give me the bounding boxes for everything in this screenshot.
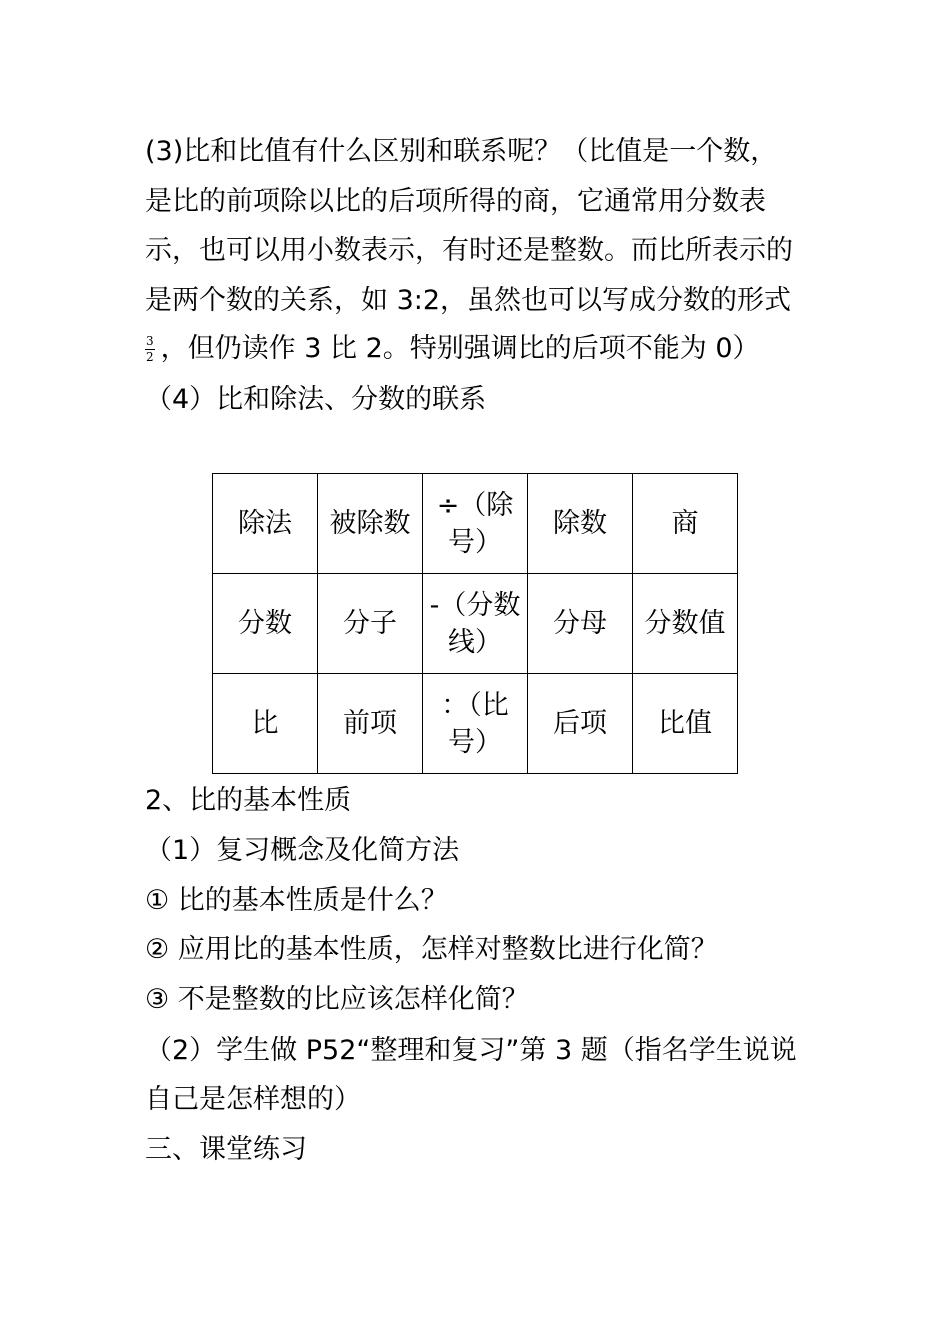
section-heading: 三、课堂练习 xyxy=(145,1134,307,1165)
table-cell: 除数 xyxy=(528,474,633,574)
table-cell: ÷（除号） xyxy=(423,474,528,574)
paragraph-line: （2）学生做 P52“整理和复习”第 3 题（指名学生说说 xyxy=(145,1035,797,1066)
fraction-denominator: 2 xyxy=(146,350,154,364)
paragraph-line: 自己是怎样想的） xyxy=(145,1084,361,1115)
subsection-heading: （1）复习概念及化简方法 xyxy=(145,835,460,866)
table-row xyxy=(213,574,738,674)
paragraph-line: 是比的前项除以比的后项所得的商，它通常用分数表 xyxy=(145,186,766,217)
paragraph-line-with-fraction xyxy=(145,329,760,369)
table-row xyxy=(213,474,738,574)
paragraph-line: 示，也可以用小数表示，有时还是整数。而比所表示的 xyxy=(145,235,793,266)
table-cell: 被除数 xyxy=(318,474,423,574)
section-heading: 2、比的基本性质 xyxy=(145,785,352,816)
table-cell: 后项 xyxy=(528,674,633,774)
table-cell: -（分数线） xyxy=(423,574,528,674)
question-item: ① 比的基本性质是什么？ xyxy=(145,885,448,916)
table-cell: 分数 xyxy=(213,574,318,674)
paragraph-line: 是两个数的关系，如 3:2，虽然也可以写成分数的形式 xyxy=(145,285,792,316)
table-cell: 比 xyxy=(213,674,318,774)
fraction xyxy=(145,334,155,365)
fraction-numerator: 3 xyxy=(146,334,154,348)
table-cell: 分子 xyxy=(318,574,423,674)
table-cell: ：（比号） xyxy=(423,674,528,774)
table-cell: 前项 xyxy=(318,674,423,774)
table-cell: 商 xyxy=(633,474,738,574)
question-item: ③ 不是整数的比应该怎样化简？ xyxy=(145,984,529,1015)
paragraph-text: ，但仍读作 3 比 2。特别强调比的后项不能为 0） xyxy=(160,333,760,364)
relation-table xyxy=(212,473,738,774)
table-cell: 分母 xyxy=(528,574,633,674)
paragraph-line: （4）比和除法、分数的联系 xyxy=(145,384,487,415)
question-item: ② 应用比的基本性质，怎样对整数比进行化简？ xyxy=(145,934,718,965)
table-cell: 除法 xyxy=(213,474,318,574)
table-cell: 分数值 xyxy=(633,574,738,674)
paragraph-line: (3)比和比值有什么区别和联系呢？（比值是一个数， xyxy=(145,136,778,167)
table-row xyxy=(213,674,738,774)
table-cell: 比值 xyxy=(633,674,738,774)
